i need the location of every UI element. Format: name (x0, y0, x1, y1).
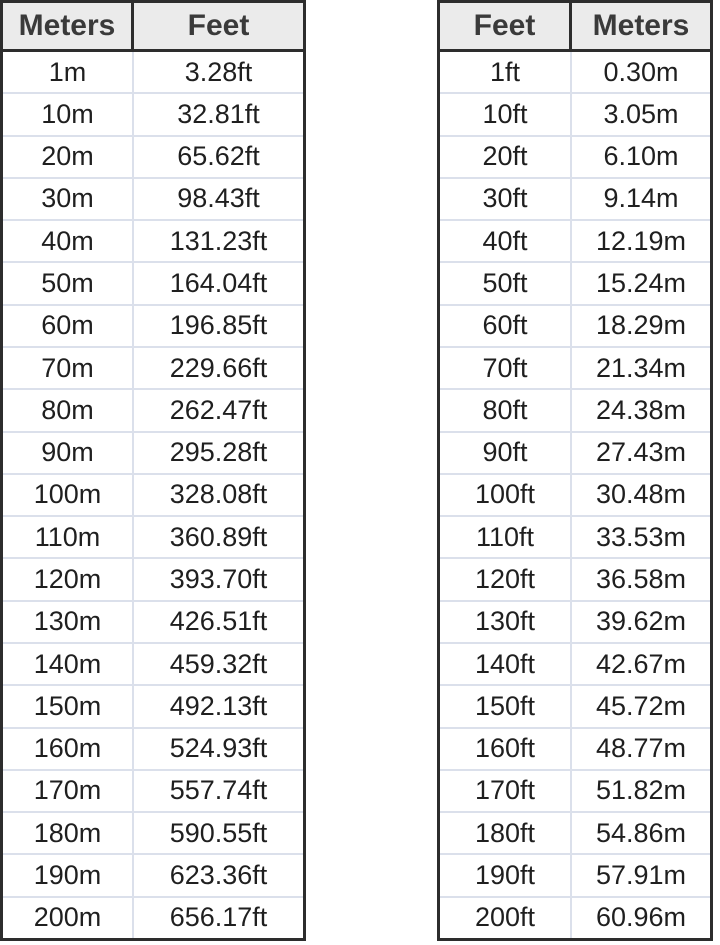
cell: 10m (3, 94, 134, 134)
cell: 150m (3, 686, 134, 726)
cell: 200m (3, 898, 134, 938)
table-row (3, 177, 303, 219)
cell: 160m (3, 729, 134, 769)
cell: 180m (3, 813, 134, 853)
cell: 30m (3, 179, 134, 219)
cell: 140m (3, 644, 134, 684)
table-row (440, 177, 710, 219)
table-row (3, 261, 303, 303)
table-row (3, 388, 303, 430)
table-row (3, 557, 303, 599)
cell: 20ft (440, 137, 572, 177)
cell: 65.62ft (177, 141, 260, 172)
table-row (3, 135, 303, 177)
table-header-row (440, 3, 710, 52)
cell: 51.82m (595, 775, 687, 806)
table-row (440, 684, 710, 726)
cell: 27.43m (595, 437, 687, 468)
cell: 1ft (440, 52, 572, 92)
table-row (3, 600, 303, 642)
cell: 50ft (440, 263, 572, 303)
cell: 196.85ft (169, 310, 268, 341)
cell: 130m (3, 602, 134, 642)
cell: 120ft (440, 559, 572, 599)
table-row (3, 52, 303, 92)
cell: 100m (3, 475, 134, 515)
cell: 656.17ft (169, 902, 268, 933)
cell: 90m (3, 433, 134, 473)
cell: 623.36ft (169, 859, 268, 890)
cell: 100ft (440, 475, 572, 515)
table-row (440, 769, 710, 811)
cell: 80m (3, 390, 134, 430)
column-header-meters: Meters (592, 9, 690, 42)
cell: 15.24m (595, 268, 687, 299)
cell: 48.77m (595, 733, 687, 764)
column-header-feet: Feet (187, 9, 250, 42)
cell: 6.10m (603, 141, 679, 172)
cell: 426.51ft (169, 606, 268, 637)
table-row (440, 92, 710, 134)
cell: 24.38m (595, 394, 687, 425)
table-header-row (3, 3, 303, 52)
cell: 0.30m (603, 56, 679, 87)
table-row (440, 431, 710, 473)
cell: 18.29m (595, 310, 687, 341)
cell: 110ft (440, 517, 572, 557)
cell: 33.53m (595, 521, 687, 552)
cell: 164.04ft (169, 268, 268, 299)
cell: 32.81ft (177, 98, 260, 129)
table-row (3, 346, 303, 388)
cell: 20m (3, 137, 134, 177)
cell: 130ft (440, 602, 572, 642)
table-row (440, 304, 710, 346)
table-row (440, 557, 710, 599)
table-row (3, 727, 303, 769)
table-row (440, 261, 710, 303)
cell: 140ft (440, 644, 572, 684)
cell: 295.28ft (169, 437, 268, 468)
table-body (3, 52, 303, 938)
cell: 180ft (440, 813, 572, 853)
cell: 3.28ft (184, 56, 253, 87)
cell: 9.14m (603, 183, 679, 214)
cell: 12.19m (595, 225, 687, 256)
cell: 360.89ft (169, 521, 268, 552)
cell: 160ft (440, 729, 572, 769)
cell: 190ft (440, 855, 572, 895)
cell: 557.74ft (169, 775, 268, 806)
table-row (440, 135, 710, 177)
column-header-feet: Feet (440, 3, 572, 49)
table-row (3, 473, 303, 515)
table-row (440, 853, 710, 895)
cell: 524.93ft (169, 733, 268, 764)
cell: 21.34m (595, 352, 687, 383)
cell: 30.48m (595, 479, 687, 510)
table-row (440, 896, 710, 938)
cell: 328.08ft (169, 479, 268, 510)
cell: 30ft (440, 179, 572, 219)
table-row (3, 515, 303, 557)
table-row (440, 600, 710, 642)
table-row (440, 515, 710, 557)
cell: 393.70ft (169, 564, 268, 595)
cell: 459.32ft (169, 648, 268, 679)
feet-to-meters-table (437, 0, 713, 941)
cell: 229.66ft (169, 352, 268, 383)
cell: 60m (3, 306, 134, 346)
cell: 131.23ft (169, 225, 268, 256)
table-row (440, 219, 710, 261)
cell: 200ft (440, 898, 572, 938)
table-row (440, 811, 710, 853)
cell: 590.55ft (169, 817, 268, 848)
cell: 57.91m (595, 859, 687, 890)
cell: 98.43ft (177, 183, 260, 214)
table-body (440, 52, 710, 938)
cell: 80ft (440, 390, 572, 430)
cell: 110m (3, 517, 134, 557)
cell: 90ft (440, 433, 572, 473)
cell: 190m (3, 855, 134, 895)
table-row (3, 304, 303, 346)
table-row (3, 219, 303, 261)
table-row (3, 896, 303, 938)
cell: 36.58m (595, 564, 687, 595)
cell: 120m (3, 559, 134, 599)
cell: 3.05m (603, 98, 679, 129)
cell: 39.62m (595, 606, 687, 637)
cell: 70ft (440, 348, 572, 388)
table-row (3, 92, 303, 134)
table-row (3, 769, 303, 811)
table-row (440, 642, 710, 684)
table-row (3, 431, 303, 473)
cell: 42.67m (595, 648, 687, 679)
meters-to-feet-table (0, 0, 306, 941)
cell: 1m (3, 52, 134, 92)
table-row (440, 473, 710, 515)
cell: 492.13ft (169, 690, 268, 721)
table-row (440, 388, 710, 430)
table-row (440, 52, 710, 92)
cell: 45.72m (595, 690, 687, 721)
cell: 150ft (440, 686, 572, 726)
cell: 40m (3, 221, 134, 261)
table-row (3, 684, 303, 726)
cell: 60ft (440, 306, 572, 346)
table-row (440, 346, 710, 388)
cell: 170m (3, 771, 134, 811)
cell: 54.86m (595, 817, 687, 848)
cell: 40ft (440, 221, 572, 261)
column-header-meters: Meters (3, 3, 134, 49)
table-row (3, 811, 303, 853)
cell: 70m (3, 348, 134, 388)
table-row (3, 853, 303, 895)
cell: 60.96m (595, 902, 687, 933)
cell: 10ft (440, 94, 572, 134)
cell: 50m (3, 263, 134, 303)
table-row (440, 727, 710, 769)
cell: 170ft (440, 771, 572, 811)
table-row (3, 642, 303, 684)
cell: 262.47ft (169, 394, 268, 425)
